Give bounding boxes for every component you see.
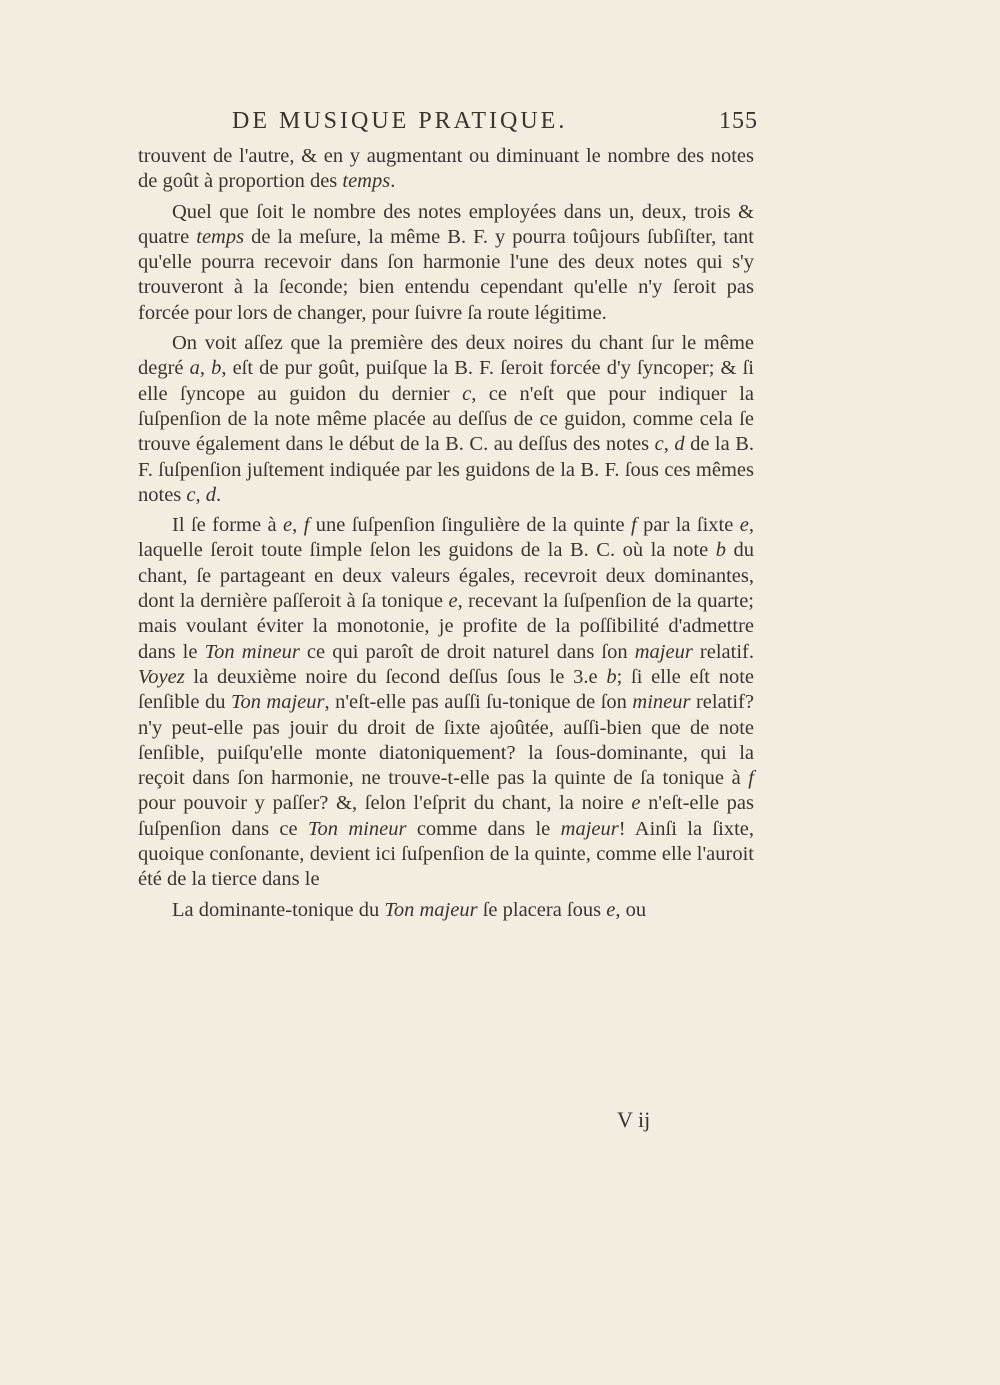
- text-run: pour pouvoir y paſſer? &, ſelon l'eſprit du chant, la noire: [138, 792, 632, 815]
- italic-run: c: [462, 382, 472, 405]
- italic-run: majeur: [560, 817, 619, 840]
- text-run: , laquelle ſeroit toute ſimple ſelon les guidons de la B. C. où la note: [138, 514, 754, 562]
- italic-run: f: [630, 514, 637, 537]
- text-run: trouvent de l'autre, & en y augmentant ou diminuant le nombre des notes de goût à proportion des: [138, 145, 754, 193]
- paragraph: [138, 331, 754, 508]
- text-run: , n'eſt-elle pas auſſi ſu-tonique de ſon: [324, 691, 633, 714]
- text-block: [138, 108, 758, 928]
- text-run: On voit aſſez que la première des deux noires du chant ſur le même degré: [138, 332, 754, 380]
- italic-run: c: [654, 433, 664, 456]
- text-run: de la B. F. ſuſpenſion juſtement indiquée par les guidons de la B. F. ſous ces mêmes notes: [138, 433, 754, 506]
- text-run: .: [216, 483, 222, 506]
- text-run: la deuxième noire du ſecond deſſus ſous le 3.e: [184, 665, 607, 688]
- italic-run: e: [606, 898, 616, 921]
- text-run: Il ſe forme à: [172, 514, 284, 537]
- text-run: ,: [663, 433, 675, 456]
- italic-run: Ton majeur: [230, 691, 325, 714]
- italic-run: Ton majeur: [384, 898, 478, 921]
- italic-run: temps: [342, 170, 391, 193]
- italic-run: b: [211, 357, 222, 380]
- page-number: 155: [719, 108, 758, 134]
- text-run: n'eſt-elle pas ſuſpenſion dans ce: [138, 792, 754, 840]
- text-run: ce qui paroît de droit naturel dans ſon: [299, 640, 635, 663]
- text-run: ,: [199, 357, 212, 380]
- paragraph: [138, 144, 754, 195]
- text-run: , ce n'eſt que pour indiquer la ſuſpenſion de la note même placée au deſſus de ce guidon, comme cela ſe trouve également dans le début de la B. C. au deſſus des notes: [138, 382, 755, 456]
- signature-mark: V ij: [617, 1107, 651, 1132]
- text-run: ,: [195, 483, 206, 506]
- italic-run: c: [186, 483, 196, 506]
- text-run: comme dans le: [406, 817, 561, 840]
- text-run: relatif.: [692, 640, 754, 663]
- text-run: , recevant la ſuſpenſion de la quarte; mais voulant éviter la monotonie, je profite de la poſſibilité d'admettre dans le: [138, 590, 755, 663]
- italic-run: Ton mineur: [204, 640, 300, 663]
- text-run: , ou: [615, 898, 647, 921]
- italic-run: b: [606, 665, 617, 688]
- text-run: ſe placera ſous: [477, 898, 607, 921]
- italic-run: a: [189, 357, 200, 380]
- text-run: .: [390, 170, 396, 193]
- text-run: de la meſure, la même B. F. y pourra toûjours ſubſiſter, tant qu'elle pourra recevoir dans ſon harmonie l'une des deux notes qui s'y trouveront à la ſeconde; bien entendu cependant qu'elle n'y ſeroit pas forcée pour lors de changer, pour ſuivre ſa route légitime.: [138, 225, 754, 324]
- italic-run: majeur: [634, 640, 693, 663]
- italic-run: e: [283, 514, 293, 537]
- text-run: relatif? n'y peut-elle pas jouir du droit de ſixte ajoûtée, auſſi-bien que de note ſenſible, puiſqu'elle monte diatoniquement? la ſous-dominante, qui la reçoit dans ſon harmonie, ne trouve-t-elle pas la quinte de ſa tonique à: [138, 691, 754, 790]
- italic-run: e: [448, 590, 458, 613]
- italic-run: f: [748, 767, 754, 790]
- text-run: Quel que ſoit le nombre des notes employées dans un, deux, trois & quatre: [138, 200, 754, 248]
- text-run: une ſuſpenſion ſingulière de la quinte: [309, 514, 631, 537]
- paragraph: [138, 200, 754, 326]
- italic-run: e: [631, 792, 641, 815]
- italic-run: f: [303, 514, 310, 537]
- italic-run: e: [739, 514, 749, 537]
- italic-run: b: [715, 539, 726, 562]
- italic-run: Ton mineur: [308, 817, 407, 840]
- italic-run: d: [205, 483, 217, 506]
- italic-run: Voyez: [138, 665, 185, 688]
- paragraph: [138, 898, 754, 923]
- paragraph: [138, 513, 754, 892]
- text-run: ! Ainſi la ſixte, quoique conſonante, devient ici ſuſpenſion de la quinte, comme elle l'auroit été de la tierce dans le: [138, 817, 754, 891]
- text-run: par la ſixte: [636, 514, 740, 537]
- text-run: ; ſi elle eſt note ſenſible du: [138, 665, 755, 714]
- text-run: La dominante-tonique du: [172, 898, 385, 921]
- text-run: du chant, ſe partageant en deux valeurs égales, recevroit deux dominantes, dont la dernière paſſeroit à ſa tonique: [138, 539, 755, 613]
- italic-run: mineur: [632, 691, 691, 714]
- text-run: ,: [292, 514, 304, 537]
- italic-run: temps: [196, 225, 245, 248]
- italic-run: d: [674, 433, 685, 456]
- running-title: DE MUSIQUE PRATIQUE.: [232, 108, 568, 134]
- running-head: [138, 108, 758, 144]
- text-run: , eſt de pur goût, puiſque la B. F. ſeroit forcée d'y ſyncoper; & ſi elle ſyncope au guidon du dernier: [138, 357, 754, 405]
